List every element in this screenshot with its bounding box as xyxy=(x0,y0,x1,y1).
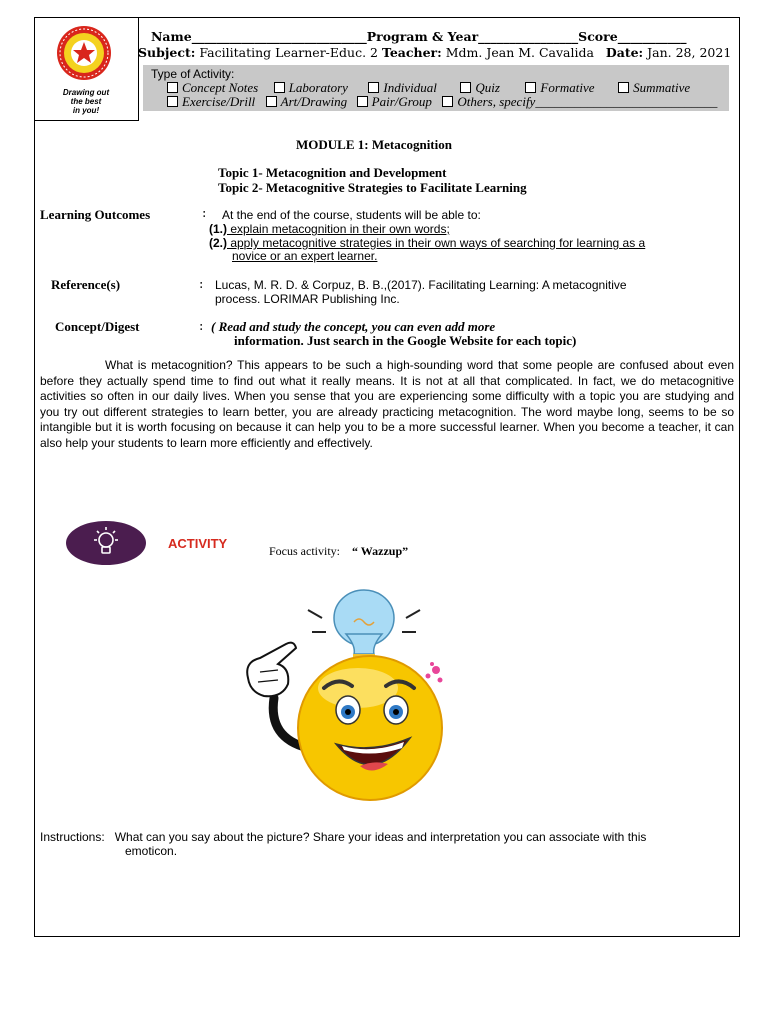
checkbox-icon[interactable] xyxy=(167,96,178,107)
outcomes-intro: At the end of the course, students will be able to: xyxy=(222,208,481,222)
option-label: Pair/Group xyxy=(371,94,432,109)
option-label: Quiz xyxy=(475,80,500,95)
checkbox-laboratory[interactable] xyxy=(274,80,348,95)
teacher-value: Mdm. Jean M. Cavalida xyxy=(445,45,594,60)
checkbox-icon[interactable] xyxy=(274,82,285,93)
activity-heading: ACTIVITY xyxy=(168,536,228,551)
header-line-1 xyxy=(151,29,686,44)
score-field[interactable]: ___________ xyxy=(617,29,687,44)
date-value: Jan. 28, 2021 xyxy=(647,45,732,60)
checkbox-icon[interactable] xyxy=(618,82,629,93)
date-label: Date: xyxy=(605,45,644,60)
checkbox-others[interactable] xyxy=(442,94,717,109)
checkbox-concept-notes[interactable] xyxy=(167,80,258,95)
checkbox-icon[interactable] xyxy=(167,82,178,93)
outcome-number: (2.) xyxy=(209,236,227,250)
instructions-line-1 xyxy=(40,830,646,844)
reference-line-2: process. LORIMAR Publishing Inc. xyxy=(215,292,400,306)
checkbox-summative[interactable] xyxy=(618,80,690,95)
option-label: Art/Drawing xyxy=(280,94,348,109)
tagline-line: Drawing out xyxy=(62,88,110,97)
instructions-text: What can you say about the picture? Share your ideas and interpretation you can associate with this xyxy=(114,830,647,844)
checkbox-icon[interactable] xyxy=(442,96,453,107)
activity-type-row-2 xyxy=(167,94,717,110)
logo-cell xyxy=(34,17,139,121)
topic-1: Topic 1- Metacognition and Development xyxy=(218,165,447,180)
colon: : xyxy=(202,206,207,221)
checkbox-formative[interactable] xyxy=(525,80,594,95)
smiley-face-icon xyxy=(298,656,442,800)
teacher-label: Teacher: xyxy=(381,45,442,60)
topic-2: Topic 2- Metacognitive Strategies to Facilitate Learning xyxy=(218,180,527,195)
checkbox-individual[interactable] xyxy=(368,80,436,95)
name-field[interactable]: ____________________________ xyxy=(191,29,367,44)
checkbox-icon[interactable] xyxy=(368,82,379,93)
option-label: Others, specify xyxy=(457,94,536,109)
instructions-label: Instructions: xyxy=(40,830,105,844)
option-label: Concept Notes xyxy=(182,80,259,95)
tagline-line: in you! xyxy=(72,106,100,115)
lightbulb-badge-icon xyxy=(66,520,146,566)
smiley-lightbulb-illustration xyxy=(238,588,478,808)
outcome-item-1 xyxy=(209,222,450,236)
instructions-text-continued: emoticon. xyxy=(125,844,178,858)
outcome-text-continued: novice or an expert learner. xyxy=(232,249,378,263)
reference-label: Reference(s) xyxy=(51,277,121,292)
subject-label: Subject: xyxy=(138,45,196,60)
checkbox-art-drawing[interactable] xyxy=(266,94,347,109)
outcome-text: apply metacognitive strategies in their own ways of searching for learning as a xyxy=(227,236,646,250)
program-field[interactable]: ________________ xyxy=(478,29,579,44)
score-label: Score xyxy=(578,29,618,44)
checkbox-quiz[interactable] xyxy=(460,80,500,95)
concept-digest-label: Concept/Digest xyxy=(55,319,140,334)
checkbox-icon[interactable] xyxy=(525,82,536,93)
option-label: Individual xyxy=(383,80,437,95)
outcome-item-2 xyxy=(209,236,645,250)
concept-instruction-1: ( Read and study the concept, you can even add more xyxy=(211,319,496,334)
checkbox-exercise-drill[interactable] xyxy=(167,94,255,109)
module-title: MODULE 1: Metacognition xyxy=(296,137,452,152)
colon: : xyxy=(199,277,204,292)
checkbox-icon[interactable] xyxy=(266,96,277,107)
metacognition-paragraph: What is metacognition? This appears to be such a high-sounding word that some people are confused about even before they actually spend time to find out what it really means. It is not at all that complicated. In fact, we do metacognitive activities so often in our daily lives. When you sense that you are experiencing some difficulty with a topic you are studying and you try out different strategies to learn better, you are already practicing metacognition. The word maybe long, seems to be so intangible but it is worth focusing on because it can help you to be a more successful learner. When you become a teacher, it can also help your students to learn more efficiently and effectively. xyxy=(40,358,734,450)
program-label: Program & Year xyxy=(366,29,479,44)
tagline-line: the best xyxy=(70,97,102,106)
option-label: Formative xyxy=(540,80,595,95)
outcome-text: explain metacognition in their own words; xyxy=(227,222,450,236)
focus-activity-label: Focus activity: xyxy=(269,544,340,558)
focus-activity-title: “ Wazzup” xyxy=(352,544,409,558)
option-label: Laboratory xyxy=(288,80,348,95)
focus-activity-line xyxy=(269,544,408,559)
concept-instruction-2: information. Just search in the Google Website for each topic) xyxy=(234,333,577,348)
reference-line-1: Lucas, M. R. D. & Corpuz, B. B.,(2017). Facilitating Learning: A metacognitive xyxy=(215,278,627,292)
checkbox-icon[interactable] xyxy=(460,82,471,93)
sparkle-icon xyxy=(426,662,443,683)
learning-outcomes-label: Learning Outcomes xyxy=(40,207,151,222)
option-label: Summative xyxy=(633,80,691,95)
activity-type-title: Type of Activity: xyxy=(151,67,235,81)
option-label: Exercise/Drill xyxy=(182,94,256,109)
subject-value: Facilitating Learner-Educ. 2 xyxy=(199,45,378,60)
checkbox-pair-group[interactable] xyxy=(357,94,432,109)
others-specify-field[interactable]: ____________________________ xyxy=(535,94,718,109)
outcome-number: (1.) xyxy=(209,222,227,236)
checkbox-icon[interactable] xyxy=(357,96,368,107)
name-label: Name xyxy=(151,29,192,44)
college-seal-logo xyxy=(44,25,124,85)
pointing-hand-icon xyxy=(247,643,296,697)
header-line-2 xyxy=(138,45,731,60)
logo-tagline xyxy=(34,88,138,115)
colon: : xyxy=(199,319,204,334)
